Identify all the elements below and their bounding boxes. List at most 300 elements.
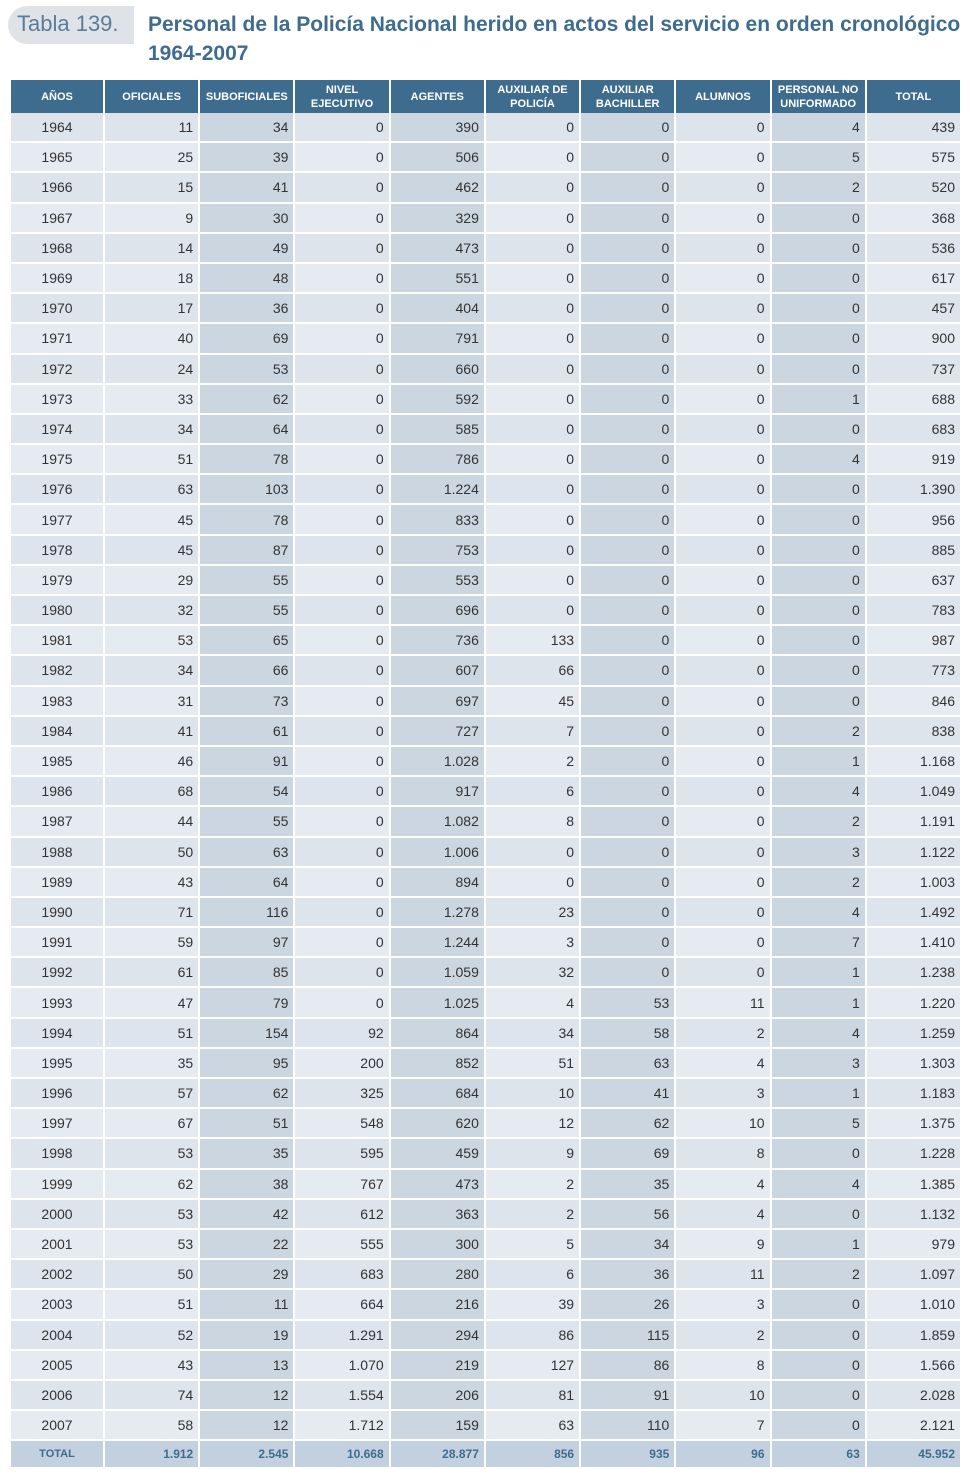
- table-row: [11, 1230, 960, 1260]
- value-cell: 612: [295, 1200, 388, 1230]
- year-cell: 1983: [11, 687, 103, 717]
- value-cell: 66: [200, 656, 293, 686]
- value-cell: 0: [676, 173, 769, 203]
- value-cell: 71: [105, 898, 198, 928]
- table-row: [11, 234, 960, 264]
- year-cell: 1999: [11, 1170, 103, 1200]
- year-cell: 1992: [11, 958, 103, 988]
- value-cell: 41: [581, 1079, 674, 1109]
- total-cell: 856: [486, 1441, 579, 1467]
- value-cell: 200: [295, 1049, 388, 1079]
- table-row: [11, 1200, 960, 1230]
- value-cell: 92: [295, 1019, 388, 1049]
- table-row: [11, 475, 960, 505]
- value-cell: 536: [867, 234, 960, 264]
- value-cell: 457: [867, 294, 960, 324]
- value-cell: 462: [391, 173, 484, 203]
- year-cell: 1988: [11, 838, 103, 868]
- value-cell: 9: [676, 1230, 769, 1260]
- value-cell: 68: [105, 777, 198, 807]
- value-cell: 0: [676, 234, 769, 264]
- value-cell: 684: [391, 1079, 484, 1109]
- value-cell: 2.028: [867, 1381, 960, 1411]
- value-cell: 1.122: [867, 838, 960, 868]
- value-cell: 885: [867, 536, 960, 566]
- value-cell: 917: [391, 777, 484, 807]
- value-cell: 8: [676, 1351, 769, 1381]
- value-cell: 1.059: [391, 958, 484, 988]
- value-cell: 51: [200, 1109, 293, 1139]
- value-cell: 329: [391, 204, 484, 234]
- value-cell: 34: [105, 656, 198, 686]
- value-cell: 0: [772, 355, 865, 385]
- value-cell: 6: [486, 1260, 579, 1290]
- total-row: [11, 1441, 960, 1467]
- value-cell: 63: [105, 475, 198, 505]
- value-cell: 53: [105, 626, 198, 656]
- value-cell: 45: [105, 536, 198, 566]
- year-cell: 1964: [11, 113, 103, 143]
- value-cell: 697: [391, 687, 484, 717]
- value-cell: 0: [676, 958, 769, 988]
- value-cell: 0: [772, 1290, 865, 1320]
- value-cell: 32: [105, 596, 198, 626]
- value-cell: 0: [581, 807, 674, 837]
- value-cell: 0: [581, 355, 674, 385]
- value-cell: 0: [295, 566, 388, 596]
- value-cell: 31: [105, 687, 198, 717]
- table-row: [11, 958, 960, 988]
- value-cell: 0: [486, 505, 579, 535]
- value-cell: 50: [105, 838, 198, 868]
- value-cell: 39: [200, 143, 293, 173]
- value-cell: 0: [295, 385, 388, 415]
- value-cell: 0: [772, 324, 865, 354]
- year-cell: 2000: [11, 1200, 103, 1230]
- table-row: [11, 1411, 960, 1441]
- value-cell: 864: [391, 1019, 484, 1049]
- year-cell: 1965: [11, 143, 103, 173]
- value-cell: 0: [676, 838, 769, 868]
- value-cell: 0: [676, 355, 769, 385]
- year-cell: 1979: [11, 566, 103, 596]
- value-cell: 29: [200, 1260, 293, 1290]
- value-cell: 8: [486, 807, 579, 837]
- value-cell: 833: [391, 505, 484, 535]
- value-cell: 555: [295, 1230, 388, 1260]
- value-cell: 0: [772, 1200, 865, 1230]
- year-cell: 1985: [11, 747, 103, 777]
- value-cell: 53: [105, 1200, 198, 1230]
- value-cell: 7: [676, 1411, 769, 1441]
- value-cell: 4: [486, 988, 579, 1018]
- value-cell: 35: [200, 1139, 293, 1169]
- value-cell: 91: [200, 747, 293, 777]
- value-cell: 64: [200, 415, 293, 445]
- total-cell: 935: [581, 1441, 674, 1467]
- table-row: [11, 1019, 960, 1049]
- value-cell: 1.492: [867, 898, 960, 928]
- table-body: [11, 113, 960, 1441]
- value-cell: 0: [581, 868, 674, 898]
- table-row: [11, 113, 960, 143]
- year-cell: 1967: [11, 204, 103, 234]
- value-cell: 753: [391, 536, 484, 566]
- value-cell: 0: [772, 1321, 865, 1351]
- value-cell: 1.049: [867, 777, 960, 807]
- table-row: [11, 717, 960, 747]
- value-cell: 10: [486, 1079, 579, 1109]
- value-cell: 0: [295, 717, 388, 747]
- value-cell: 783: [867, 596, 960, 626]
- value-cell: 0: [486, 385, 579, 415]
- year-cell: 1989: [11, 868, 103, 898]
- value-cell: 4: [772, 1019, 865, 1049]
- value-cell: 48: [200, 264, 293, 294]
- table-row: [11, 988, 960, 1018]
- value-cell: 4: [676, 1170, 769, 1200]
- value-cell: 439: [867, 113, 960, 143]
- value-cell: 0: [581, 687, 674, 717]
- value-cell: 0: [676, 747, 769, 777]
- value-cell: 838: [867, 717, 960, 747]
- table-row: [11, 1079, 960, 1109]
- column-header: PERSONAL NO UNIFORMADO: [772, 80, 865, 113]
- value-cell: 473: [391, 234, 484, 264]
- value-cell: 0: [581, 656, 674, 686]
- table-row: [11, 898, 960, 928]
- value-cell: 53: [105, 1230, 198, 1260]
- value-cell: 1.003: [867, 868, 960, 898]
- value-cell: 69: [200, 324, 293, 354]
- value-cell: 791: [391, 324, 484, 354]
- value-cell: 216: [391, 1290, 484, 1320]
- table-row: [11, 536, 960, 566]
- value-cell: 1: [772, 988, 865, 1018]
- value-cell: 0: [581, 717, 674, 747]
- year-cell: 1969: [11, 264, 103, 294]
- value-cell: 62: [200, 1079, 293, 1109]
- value-cell: 1.224: [391, 475, 484, 505]
- year-cell: 2006: [11, 1381, 103, 1411]
- value-cell: 0: [772, 1411, 865, 1441]
- table-row: [11, 868, 960, 898]
- value-cell: 2.121: [867, 1411, 960, 1441]
- value-cell: 62: [200, 385, 293, 415]
- value-cell: 1.259: [867, 1019, 960, 1049]
- value-cell: 0: [772, 656, 865, 686]
- value-cell: 0: [581, 626, 674, 656]
- value-cell: 51: [105, 445, 198, 475]
- value-cell: 40: [105, 324, 198, 354]
- value-cell: 0: [486, 596, 579, 626]
- value-cell: 737: [867, 355, 960, 385]
- value-cell: 846: [867, 687, 960, 717]
- value-cell: 617: [867, 264, 960, 294]
- value-cell: 4: [676, 1049, 769, 1079]
- value-cell: 2: [486, 1200, 579, 1230]
- value-cell: 551: [391, 264, 484, 294]
- value-cell: 58: [105, 1411, 198, 1441]
- value-cell: 0: [295, 928, 388, 958]
- total-cell: 1.912: [105, 1441, 198, 1467]
- column-header: AGENTES: [391, 80, 484, 113]
- year-cell: 1975: [11, 445, 103, 475]
- value-cell: 0: [295, 536, 388, 566]
- value-cell: 0: [486, 475, 579, 505]
- value-cell: 637: [867, 566, 960, 596]
- value-cell: 78: [200, 445, 293, 475]
- value-cell: 51: [486, 1049, 579, 1079]
- value-cell: 53: [581, 988, 674, 1018]
- value-cell: 3: [676, 1079, 769, 1109]
- value-cell: 0: [676, 505, 769, 535]
- value-cell: 0: [295, 173, 388, 203]
- value-cell: 0: [676, 777, 769, 807]
- value-cell: 0: [581, 173, 674, 203]
- value-cell: 14: [105, 234, 198, 264]
- value-cell: 0: [772, 505, 865, 535]
- value-cell: 0: [676, 868, 769, 898]
- value-cell: 0: [486, 415, 579, 445]
- value-cell: 38: [200, 1170, 293, 1200]
- value-cell: 0: [676, 385, 769, 415]
- value-cell: 110: [581, 1411, 674, 1441]
- value-cell: 1.244: [391, 928, 484, 958]
- year-cell: 2007: [11, 1411, 103, 1441]
- value-cell: 0: [676, 898, 769, 928]
- value-cell: 0: [772, 475, 865, 505]
- value-cell: 9: [486, 1139, 579, 1169]
- value-cell: 0: [772, 415, 865, 445]
- table-row: [11, 687, 960, 717]
- value-cell: 0: [295, 415, 388, 445]
- value-cell: 85: [200, 958, 293, 988]
- total-label: TOTAL: [11, 1441, 103, 1467]
- value-cell: 32: [486, 958, 579, 988]
- year-cell: 1986: [11, 777, 103, 807]
- value-cell: 9: [105, 204, 198, 234]
- value-cell: 12: [200, 1411, 293, 1441]
- value-cell: 63: [200, 838, 293, 868]
- value-cell: 4: [772, 898, 865, 928]
- value-cell: 46: [105, 747, 198, 777]
- value-cell: 2: [486, 1170, 579, 1200]
- value-cell: 45: [105, 505, 198, 535]
- value-cell: 34: [105, 415, 198, 445]
- value-cell: 979: [867, 1230, 960, 1260]
- value-cell: 41: [200, 173, 293, 203]
- value-cell: 0: [581, 385, 674, 415]
- value-cell: 0: [486, 234, 579, 264]
- value-cell: 15: [105, 173, 198, 203]
- table-row: [11, 385, 960, 415]
- value-cell: 5: [772, 143, 865, 173]
- total-cell: 96: [676, 1441, 769, 1467]
- value-cell: 1.070: [295, 1351, 388, 1381]
- value-cell: 3: [676, 1290, 769, 1320]
- value-cell: 8: [676, 1139, 769, 1169]
- value-cell: 956: [867, 505, 960, 535]
- value-cell: 325: [295, 1079, 388, 1109]
- value-cell: 63: [486, 1411, 579, 1441]
- year-cell: 1978: [11, 536, 103, 566]
- value-cell: 5: [772, 1109, 865, 1139]
- value-cell: 0: [295, 898, 388, 928]
- table-row: [11, 415, 960, 445]
- value-cell: 45: [486, 687, 579, 717]
- year-cell: 1977: [11, 505, 103, 535]
- table-row: [11, 656, 960, 686]
- value-cell: 0: [676, 294, 769, 324]
- value-cell: 42: [200, 1200, 293, 1230]
- value-cell: 0: [581, 928, 674, 958]
- value-cell: 0: [676, 717, 769, 747]
- table-title: Personal de la Policía Nacional herido en actos del servicio en orden cronológico 1964-2007: [148, 13, 961, 65]
- value-cell: 0: [295, 445, 388, 475]
- value-cell: 10: [676, 1381, 769, 1411]
- table-row: [11, 596, 960, 626]
- value-cell: 49: [200, 234, 293, 264]
- value-cell: 44: [105, 807, 198, 837]
- value-cell: 0: [676, 264, 769, 294]
- value-cell: 0: [676, 536, 769, 566]
- value-cell: 0: [772, 596, 865, 626]
- value-cell: 0: [581, 415, 674, 445]
- total-cell: 28.877: [391, 1441, 484, 1467]
- value-cell: 81: [486, 1381, 579, 1411]
- value-cell: 727: [391, 717, 484, 747]
- value-cell: 35: [581, 1170, 674, 1200]
- value-cell: 0: [676, 596, 769, 626]
- value-cell: 0: [676, 656, 769, 686]
- table-row: [11, 1109, 960, 1139]
- value-cell: 1.025: [391, 988, 484, 1018]
- value-cell: 0: [295, 294, 388, 324]
- value-cell: 74: [105, 1381, 198, 1411]
- value-cell: 103: [200, 475, 293, 505]
- value-cell: 553: [391, 566, 484, 596]
- table-row: [11, 264, 960, 294]
- value-cell: 95: [200, 1049, 293, 1079]
- table-row: [11, 1290, 960, 1320]
- value-cell: 1.303: [867, 1049, 960, 1079]
- value-cell: 2: [676, 1321, 769, 1351]
- value-cell: 0: [772, 294, 865, 324]
- value-cell: 894: [391, 868, 484, 898]
- value-cell: 0: [772, 626, 865, 656]
- value-cell: 0: [295, 988, 388, 1018]
- table-row: [11, 928, 960, 958]
- value-cell: 0: [772, 536, 865, 566]
- value-cell: 1.191: [867, 807, 960, 837]
- value-cell: 607: [391, 656, 484, 686]
- value-cell: 66: [486, 656, 579, 686]
- value-cell: 0: [295, 626, 388, 656]
- value-cell: 30: [200, 204, 293, 234]
- value-cell: 1.410: [867, 928, 960, 958]
- value-cell: 19: [200, 1321, 293, 1351]
- value-cell: 1: [772, 747, 865, 777]
- value-cell: 0: [295, 868, 388, 898]
- value-cell: 548: [295, 1109, 388, 1139]
- value-cell: 0: [772, 1139, 865, 1169]
- column-header: OFICIALES: [105, 80, 198, 113]
- value-cell: 26: [581, 1290, 674, 1320]
- value-cell: 1.566: [867, 1351, 960, 1381]
- value-cell: 595: [295, 1139, 388, 1169]
- value-cell: 0: [581, 777, 674, 807]
- value-cell: 133: [486, 626, 579, 656]
- value-cell: 0: [581, 838, 674, 868]
- value-cell: 1.028: [391, 747, 484, 777]
- value-cell: 54: [200, 777, 293, 807]
- value-cell: 36: [200, 294, 293, 324]
- value-cell: 664: [295, 1290, 388, 1320]
- value-cell: 0: [772, 234, 865, 264]
- value-cell: 0: [676, 687, 769, 717]
- value-cell: 0: [676, 626, 769, 656]
- value-cell: 2: [772, 717, 865, 747]
- value-cell: 4: [772, 777, 865, 807]
- value-cell: 154: [200, 1019, 293, 1049]
- value-cell: 786: [391, 445, 484, 475]
- value-cell: 41: [105, 717, 198, 747]
- value-cell: 0: [581, 234, 674, 264]
- value-cell: 0: [295, 355, 388, 385]
- value-cell: 1.712: [295, 1411, 388, 1441]
- value-cell: 0: [772, 566, 865, 596]
- total-cell: 2.545: [200, 1441, 293, 1467]
- value-cell: 0: [581, 113, 674, 143]
- value-cell: 24: [105, 355, 198, 385]
- value-cell: 115: [581, 1321, 674, 1351]
- value-cell: 7: [772, 928, 865, 958]
- value-cell: 0: [486, 838, 579, 868]
- value-cell: 7: [486, 717, 579, 747]
- value-cell: 1.554: [295, 1381, 388, 1411]
- column-header: AUXILIAR BACHILLER: [581, 80, 674, 113]
- value-cell: 53: [105, 1139, 198, 1169]
- year-cell: 1995: [11, 1049, 103, 1079]
- value-cell: 55: [200, 807, 293, 837]
- value-cell: 294: [391, 1321, 484, 1351]
- value-cell: 0: [676, 475, 769, 505]
- value-cell: 1: [772, 1230, 865, 1260]
- value-cell: 0: [295, 264, 388, 294]
- table-row: [11, 1049, 960, 1079]
- total-cell: 63: [772, 1441, 865, 1467]
- value-cell: 56: [581, 1200, 674, 1230]
- value-cell: 11: [105, 113, 198, 143]
- value-cell: 280: [391, 1260, 484, 1290]
- value-cell: 696: [391, 596, 484, 626]
- value-cell: 11: [676, 1260, 769, 1290]
- year-cell: 1984: [11, 717, 103, 747]
- year-cell: 1980: [11, 596, 103, 626]
- value-cell: 0: [581, 143, 674, 173]
- value-cell: 0: [676, 324, 769, 354]
- value-cell: 0: [295, 596, 388, 626]
- value-cell: 0: [486, 264, 579, 294]
- value-cell: 0: [772, 264, 865, 294]
- value-cell: 57: [105, 1079, 198, 1109]
- value-cell: 39: [486, 1290, 579, 1320]
- value-cell: 987: [867, 626, 960, 656]
- value-cell: 23: [486, 898, 579, 928]
- value-cell: 3: [772, 838, 865, 868]
- table-header: [0, 0, 970, 78]
